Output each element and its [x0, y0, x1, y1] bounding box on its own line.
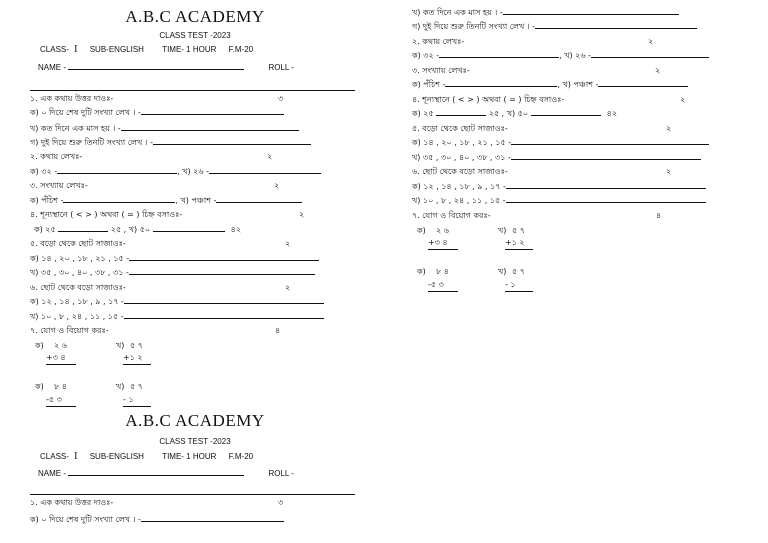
name-row-2 — [38, 468, 294, 480]
class-label: CLASS- — [40, 452, 69, 461]
q1-a: ক) ০ দিয়ে শেষ দুটি সংখ্যা লেখ । - — [30, 107, 284, 118]
q2-title: ২. কথায় লেখঃ- — [30, 152, 83, 161]
q7-add-b-top: ৫ ৭ — [130, 341, 143, 350]
q7-sub-b-label: খ) — [116, 382, 125, 391]
answer-blank[interactable] — [506, 181, 706, 189]
r-q7-add-a-label: ক) — [417, 226, 426, 235]
school-title-2: A.B.C ACADEMY — [125, 411, 265, 430]
r-q7-add-a-line — [428, 249, 458, 250]
q6-title: ৬. ছোট থেকে বড়ো সাজাওঃ- — [30, 283, 126, 292]
answer-blank[interactable] — [129, 267, 315, 275]
q6-a: ক) ১২ , ১৪ , ১৮ , ৯ , ১৭ - — [30, 296, 324, 307]
q7-add-a-top: ২ ৬ — [54, 341, 67, 350]
r-q7-add-a-bottom: +৩ ৪ — [428, 238, 448, 247]
q4-marks: ২ — [299, 210, 305, 219]
r-q4-title: ৪. শূন্যস্থানে ( < > ) অথবা ( = ) চিহ্ন বসাওঃ- — [412, 95, 565, 104]
r-q7-sub-b-bottom: - ১ — [505, 280, 516, 289]
q6-b: খ) ১০ , ৮ , ২৪ , ১১ , ১৫ - — [30, 311, 324, 322]
roll-label: ROLL - — [268, 63, 294, 72]
r-q1-c: গ) দুই দিয়ে শুরু তিনটি সংখ্যা লেখ । - — [412, 21, 697, 32]
answer-blank[interactable] — [57, 166, 177, 174]
answer-blank[interactable] — [511, 152, 701, 160]
q5-title: ৫. বড়ো থেকে ছোট সাজাওঃ- — [30, 239, 126, 248]
q3-title: ৩. সংখ্যায় লেখঃ- — [30, 181, 88, 190]
answer-blank[interactable] — [216, 195, 302, 203]
q7-add-b-line — [123, 364, 151, 365]
time-label: TIME- 1 HOUR — [162, 45, 217, 54]
r-q5-title: ৫. বড়ো থেকে ছোট সাজাওঃ- — [412, 124, 508, 133]
r-q2-row: ক) ৩২ - , খ) ২৬ - — [412, 50, 709, 61]
q7-marks: ৪ — [275, 326, 281, 335]
r-q7-sub-b-label: খ) — [498, 267, 507, 276]
r-q7-add-b-bottom: +১ ২ — [505, 238, 525, 247]
r-q7-add-b-label: খ) — [498, 226, 507, 235]
r-q6-marks: ২ — [666, 167, 672, 176]
q7-sub-b-top: ৫ ৭ — [130, 382, 143, 391]
answer-blank[interactable] — [591, 50, 709, 58]
answer-blank[interactable] — [598, 79, 688, 87]
answer-blank[interactable] — [58, 224, 108, 232]
name-label: NAME - — [38, 63, 66, 72]
name-row — [38, 62, 294, 74]
q5-a: ক) ১৪ , ২০ , ১৮ , ২১ , ১৫ - — [30, 253, 319, 264]
q2-marks: ২ — [267, 152, 273, 161]
answer-blank[interactable] — [121, 123, 299, 131]
answer-blank[interactable] — [124, 311, 324, 319]
class-info-row — [40, 44, 253, 56]
q7-sub-b-bottom: - ১ — [123, 395, 134, 404]
subject-label: SUB-ENGLISH — [89, 452, 144, 461]
q7-sub-a-line — [46, 406, 76, 407]
roll-label: ROLL - — [268, 469, 294, 478]
q6-marks: ২ — [285, 283, 291, 292]
q1-b: খ) কত দিনে এক মাস হয় । - — [30, 123, 299, 134]
header-rule — [30, 90, 355, 91]
answer-blank[interactable] — [439, 50, 559, 58]
answer-blank[interactable] — [436, 108, 486, 116]
answer-blank[interactable] — [445, 79, 557, 87]
r-q7-sub-a-bottom: -৫ ৩ — [428, 280, 444, 289]
r-q3-row: ক) পঁচিশ - , খ) পঞ্চাশ - — [412, 79, 688, 90]
q3-row: ক) পঁচিশ - , খ) পঞ্চাশ - — [30, 195, 302, 206]
q1-c: গ) দুই দিয়ে শুরু তিনটি সংখ্যা লেখ । - — [30, 137, 311, 148]
school-title: A.B.C ACADEMY — [125, 7, 265, 26]
q1-title: ১. এক কথায় উত্তর দাওঃ- — [30, 94, 114, 103]
r-q7-sub-a-top: ৮ ৪ — [436, 267, 449, 276]
r-q7-marks: ৪ — [656, 211, 662, 220]
time-label: TIME- 1 HOUR — [162, 452, 217, 461]
name-field[interactable] — [68, 468, 244, 476]
answer-blank[interactable] — [141, 107, 284, 115]
r-q7-add-a-top: ২ ৬ — [436, 226, 449, 235]
q1-a-2: ক) ০ দিয়ে শেষ দুটি সংখ্যা লেখ । - — [30, 514, 284, 525]
q7-add-a-line — [46, 364, 76, 365]
q4-title: ৪. শূন্যস্থানে ( < > ) অথবা ( = ) চিহ্ন বসাওঃ- — [30, 210, 183, 219]
q5-b: খ) ৩৫ , ৩০ , ৪০ , ৩৮ , ৩১ - — [30, 267, 315, 278]
answer-blank[interactable] — [535, 21, 697, 29]
r-q7-sub-b-line — [505, 291, 533, 292]
class-label: CLASS- — [40, 45, 69, 54]
r-q7-sub-b-top: ৫ ৭ — [512, 267, 525, 276]
r-q6-b: খ) ১০ , ৮ , ২৪ , ১১ , ১৫ - — [412, 195, 706, 206]
r-q4-marks: ২ — [680, 95, 686, 104]
r-q6-a: ক) ১২ , ১৪ , ১৮ , ৯ , ১৭ - — [412, 181, 706, 192]
q1-title-2: ১. এক কথায় উত্তর দাওঃ- — [30, 498, 114, 507]
r-q7-sub-a-label: ক) — [417, 267, 426, 276]
class-value: I — [74, 44, 78, 55]
q3-marks: ২ — [274, 181, 280, 190]
r-q5-marks: ২ — [666, 124, 672, 133]
answer-blank[interactable] — [141, 514, 284, 522]
answer-blank[interactable] — [63, 195, 175, 203]
q7-add-a-bottom: +৩ ৪ — [46, 353, 66, 362]
r-q3-title: ৩. সংখ্যায় লেখঃ- — [412, 66, 470, 75]
r-q4-row: ক) ২৫ ২৫ , খ) ৫০ ৪২ — [412, 109, 618, 118]
q7-sub-a-top: ৮ ৪ — [54, 382, 67, 391]
r-q7-add-b-top: ৫ ৭ — [512, 226, 525, 235]
answer-blank[interactable] — [531, 108, 601, 116]
answer-blank[interactable] — [153, 224, 225, 232]
answer-blank[interactable] — [209, 166, 321, 174]
r-q5-b: খ) ৩৫ , ৩০ , ৪০ , ৩৮ , ৩১ - — [412, 152, 701, 163]
answer-blank[interactable] — [129, 253, 319, 261]
full-marks-label: F.M-20 — [228, 452, 254, 461]
r-q7-add-b-line — [505, 249, 533, 250]
q7-title: ৭. যোগ ও বিয়োগ করঃ- — [30, 326, 109, 335]
q2-row: ক) ৩২ - , খ) ২৬ - — [30, 166, 321, 177]
name-field[interactable] — [68, 62, 244, 70]
q7-sub-a-label: ক) — [35, 382, 44, 391]
answer-blank[interactable] — [153, 137, 311, 145]
full-marks-label: F.M-20 — [228, 45, 254, 54]
answer-blank[interactable] — [503, 7, 679, 15]
q7-add-a-label: ক) — [35, 341, 44, 350]
r-q2-title: ২. কথায় লেখঃ- — [412, 37, 465, 46]
q7-add-b-bottom: +১ ২ — [123, 353, 143, 362]
r-q3-marks: ২ — [655, 66, 661, 75]
class-info-row-2 — [40, 451, 253, 463]
test-title-2: CLASS TEST -2023 — [159, 437, 231, 446]
q7-sub-a-bottom: -৫ ৩ — [46, 395, 62, 404]
class-value: I — [74, 451, 78, 462]
q4-row: ক) ২৫ ২৫ , খ) ৫০ ৪২ — [34, 225, 242, 234]
answer-blank[interactable] — [124, 296, 324, 304]
q5-marks: ২ — [285, 239, 291, 248]
header-rule-2 — [30, 494, 355, 495]
r-q7-sub-a-line — [428, 291, 458, 292]
q1-marks: ৩ — [278, 94, 284, 103]
q7-sub-b-line — [123, 406, 151, 407]
name-label: NAME - — [38, 469, 66, 478]
subject-label: SUB-ENGLISH — [89, 45, 144, 54]
r-q2-marks: ২ — [648, 37, 654, 46]
q7-add-b-label: খ) — [116, 341, 125, 350]
r-q7-title: ৭. যোগ ও বিয়োগ করঃ- — [412, 211, 491, 220]
answer-blank[interactable] — [506, 195, 706, 203]
answer-blank[interactable] — [511, 137, 709, 145]
q1-marks-2: ৩ — [278, 498, 284, 507]
test-title: CLASS TEST -2023 — [159, 31, 231, 40]
r-q6-title: ৬. ছোট থেকে বড়ো সাজাওঃ- — [412, 167, 508, 176]
r-q5-a: ক) ১৪ , ২০ , ১৮ , ২১ , ১৫ - — [412, 137, 709, 148]
r-q1-b: খ) কত দিনে এক মাস হয় । - — [412, 7, 679, 18]
